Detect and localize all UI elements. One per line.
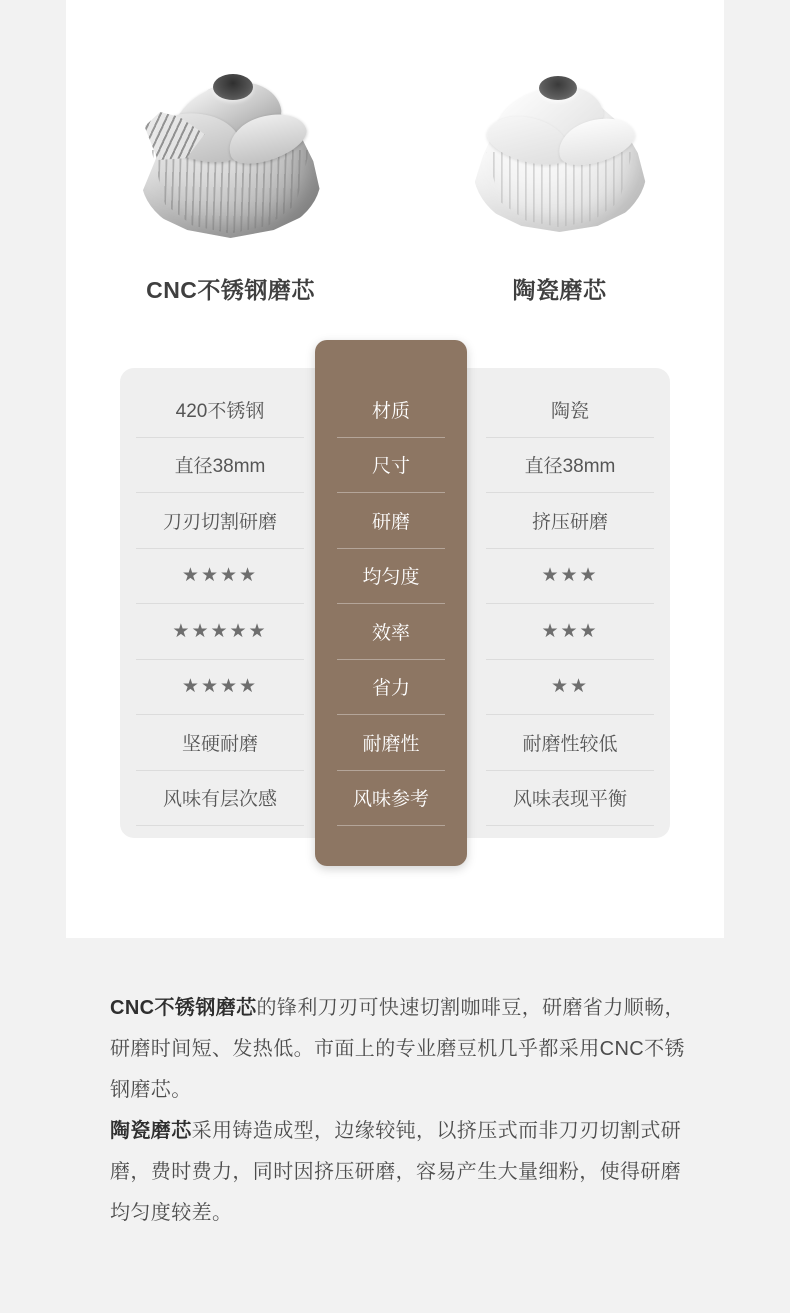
- burr-image-cell-ceramic: [395, 40, 724, 270]
- description-text-steel: 的锋利刀刃可快速切割咖啡豆，研磨省力顺畅，研磨时间短、发热低。市面上的专业磨豆机几乎都采用CNC不锈钢磨芯。: [110, 997, 685, 1101]
- table-cell-rating: ★★★★: [136, 660, 304, 716]
- caption-steel-burr: CNC不锈钢磨芯: [146, 277, 315, 303]
- description-bold-steel: CNC不锈钢磨芯: [110, 997, 257, 1019]
- comparison-card: [66, 0, 724, 938]
- table-column-attributes: [315, 340, 467, 866]
- burr-ridges-shape: [477, 152, 643, 232]
- table-cell: 耐磨性较低: [486, 715, 654, 771]
- ceramic-burr-image: [465, 66, 655, 246]
- table-attribute-label: 尺寸: [337, 438, 445, 494]
- table-cell-rating: ★★★★: [136, 549, 304, 605]
- table-cell: 420不锈钢: [136, 382, 304, 438]
- table-cell-rating: ★★★★★: [136, 604, 304, 660]
- table-attribute-label: 研磨: [337, 493, 445, 549]
- table-attribute-label: 风味参考: [337, 771, 445, 827]
- table-cell-rating: ★★★: [486, 604, 654, 660]
- table-attribute-label: 材质: [337, 382, 445, 438]
- description-paragraph-ceramic: [110, 1111, 688, 1234]
- table-cell: 风味有层次感: [136, 771, 304, 827]
- burr-image-row: [66, 40, 724, 270]
- description-bold-ceramic: 陶瓷磨芯: [110, 1120, 192, 1142]
- stainless-steel-burr-image: [131, 58, 331, 248]
- burr-center-hole: [213, 74, 253, 100]
- description-block: [110, 988, 688, 1234]
- burr-center-hole: [539, 76, 577, 100]
- caption-ceramic-burr: 陶瓷磨芯: [512, 277, 607, 303]
- table-cell: 风味表现平衡: [486, 771, 654, 827]
- comparison-table: [120, 368, 670, 838]
- burr-image-cell-steel: [66, 40, 395, 270]
- table-cell: 刀刃切割研磨: [136, 493, 304, 549]
- table-column-steel: [120, 368, 320, 826]
- burr-caption-row: [66, 272, 724, 305]
- table-cell-rating: ★★: [486, 660, 654, 716]
- table-attribute-label: 省力: [337, 660, 445, 716]
- table-attribute-label: 均匀度: [337, 549, 445, 605]
- table-cell-rating: ★★★: [486, 549, 654, 605]
- table-attribute-label: 效率: [337, 604, 445, 660]
- table-cell: 挤压研磨: [486, 493, 654, 549]
- description-text-ceramic: 采用铸造成型，边缘较钝，以挤压式而非刀刃切割式研磨，费时费力，同时因挤压研磨，容易产生大量细粉，使得研磨均匀度较差。: [110, 1120, 682, 1224]
- burr-flutes-shape: [145, 150, 317, 238]
- table-attribute-label: 耐磨性: [337, 715, 445, 771]
- description-paragraph-steel: [110, 988, 688, 1111]
- table-cell: 陶瓷: [486, 382, 654, 438]
- table-cell: 直径38mm: [136, 438, 304, 494]
- table-column-ceramic: [470, 368, 670, 826]
- table-cell: 坚硬耐磨: [136, 715, 304, 771]
- table-cell: 直径38mm: [486, 438, 654, 494]
